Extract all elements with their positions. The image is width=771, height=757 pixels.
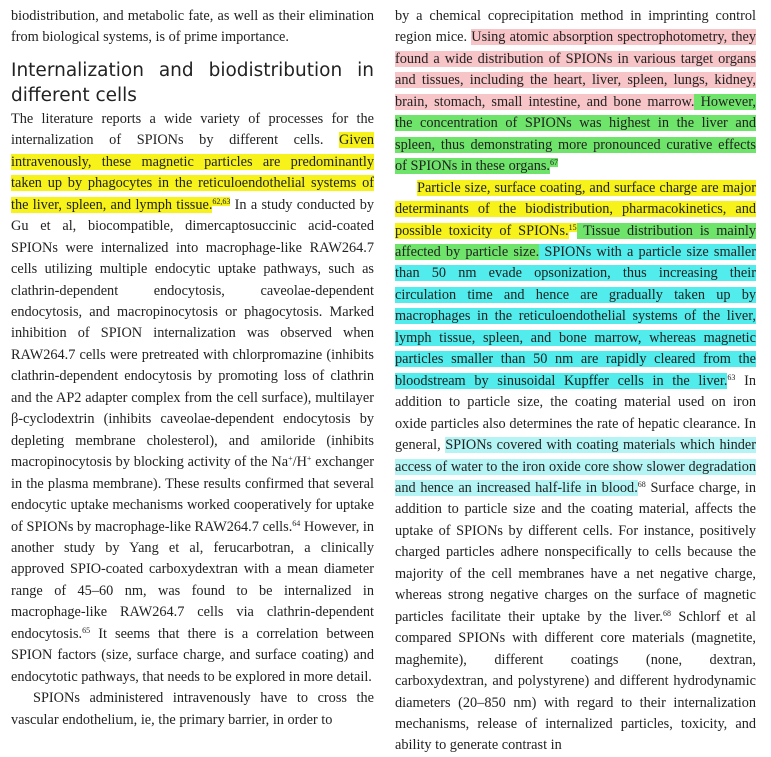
yellow-highlight: Particle size, surface coating, and surface charge are major determinants of the biodistribution, pharmacokinetics, and possible toxicity of SPIONs. — [395, 179, 756, 239]
sentence: /H — [292, 454, 307, 471]
sentence: Schlorf et al compared SPIONs with different core materials (magnetite, maghemite), different coatings (none, dextran, carboxydextran, and polystyrene) and different hydrodynamic diameters (20–850 nm) with regard to their internalization mechanisms, release of internalized particles, toxicity, and ability to generate contrast in — [395, 608, 756, 754]
left-column — [11, 6, 374, 731]
sentence: exchanger in the plasma membrane). These results confirmed that several endocytic uptake mechanisms worked cooperatively for uptake of SPIONs by macrophage-like RAW264.7 cells. — [11, 454, 374, 535]
light-cyan-highlight: SPIONs covered with coating materials which hinder access of water to the iron oxide core show slower degradation and hence an increased half-life in blood. — [395, 437, 756, 496]
right-column — [395, 6, 756, 757]
determinants-paragraph — [395, 178, 756, 757]
citation-ref: 62,63 — [212, 196, 231, 206]
sentence: However, in another study by Yang et al, ferucarbotran, a clinically approved SPIO-coated carboxydextran with a mean diameter range of 45–60 nm, was found to be internalized in macrophage-like RAW264.7 cells via clathrin-dependent endocytosis. — [11, 518, 374, 642]
citation-ref: 68 — [663, 608, 672, 618]
sentence: In a study conducted by Gu et al, biocompatible, dimercaptosuccinic acid-coated SPIONs were internalized into macrophage-like RAW264.7 cells utilizing multiple endocytic uptake pathways, such as clathrin-dependent endocytosis, caveolae-dependent endocytosis, and macropinocytosis or phagocytosis. Marked inhibition of SPION internalization was observed when RAW264.7 cells were pretreated with chlorpromazine (inhibits clathrin-dependent endocytosis by promoting loss of clathrin and the AP2 adapter complex from the cell surface), multilayer β-cyclodextrin (inhibits caveolae-dependent endocytosis by depleting membrane cholesterol), and amiloride (inhibits macropinocytosis by blocking activity of the Na — [11, 196, 374, 471]
citation-ref: 63 — [727, 372, 736, 382]
green-highlight: Tissue distribution is mainly affected by particle size. — [395, 222, 756, 260]
sentence: The literature reports a wide variety of processes for the internalization of SPIONs by different cells. — [11, 110, 374, 149]
yellow-highlight: Given intravenously, these magnetic particles are predominantly taken up by phagocytes in the reticuloendothelial systems of the liver, spleen, and lymph tissue. — [11, 132, 374, 213]
superscript-plus: + — [288, 454, 293, 464]
citation-ref: 68 — [637, 479, 646, 489]
barrier-paragraph: SPIONs administered intravenously have to cross the vascular endothelium, ie, the primary barrier, in order to — [11, 690, 374, 728]
section-heading: Internalization and biodistribution in different cells — [11, 59, 374, 106]
intro-paragraph-tail: biodistribution, and metabolic fate, as well as their elimination from biological systems, is of prime importance. — [11, 8, 374, 46]
citation-ref: 15 — [568, 222, 577, 232]
distribution-paragraph — [395, 6, 756, 178]
citation-ref: 65 — [82, 625, 91, 635]
sentence: It seems that there is a correlation between SPION factors (size, surface charge, and surface coating) and endocytotic pathways, that needs to be explored in more detail. — [11, 625, 374, 685]
sentence: Surface charge, in addition to particle size and the coating material, affects the uptake of SPIONs by different cells. For instance, positively charged particles adhere nonspecifically to cells because the majority of the cell membranes have a net negative charge, whereas strong negative charges on the surface of magnetic particles facilitate their uptake by the liver. — [395, 479, 756, 625]
cyan-highlight: SPIONs with a particle size smaller than 50 nm evade opsonization, thus increasing their circulation time and hence are gradually taken up by macrophages in the reticuloendothelial systems of the liver, lymph tissue, spleen, and bone marrow, whereas magnetic particles smaller than 50 nm are rapidly cleared from the bloodstream by sinusoidal Kupffer cells in the liver. — [395, 243, 756, 389]
citation-ref: 67 — [550, 158, 559, 168]
pink-highlight: Using atomic absorption spectrophotometry, they found a wide distribution of SPIONs in various target organs and tissues, including the heart, liver, spleen, lungs, kidney, brain, stomach, small intestine, and bone marrow. — [395, 29, 756, 110]
internalization-paragraph — [11, 109, 374, 688]
citation-ref: 64 — [292, 518, 301, 528]
superscript-plus: + — [306, 454, 312, 464]
sentence: In addition to particle size, the coating material used on iron oxide particles also determines the rate of hepatic clearance. In general, — [395, 372, 757, 454]
sentence: by a chemical coprecipitation method in imprinting control region mice. — [395, 8, 756, 46]
green-highlight: However, the concentration of SPIONs was highest in the liver and spleen, thus demonstrating more pronounced curative effects of SPIONs in these organs. — [395, 93, 756, 175]
